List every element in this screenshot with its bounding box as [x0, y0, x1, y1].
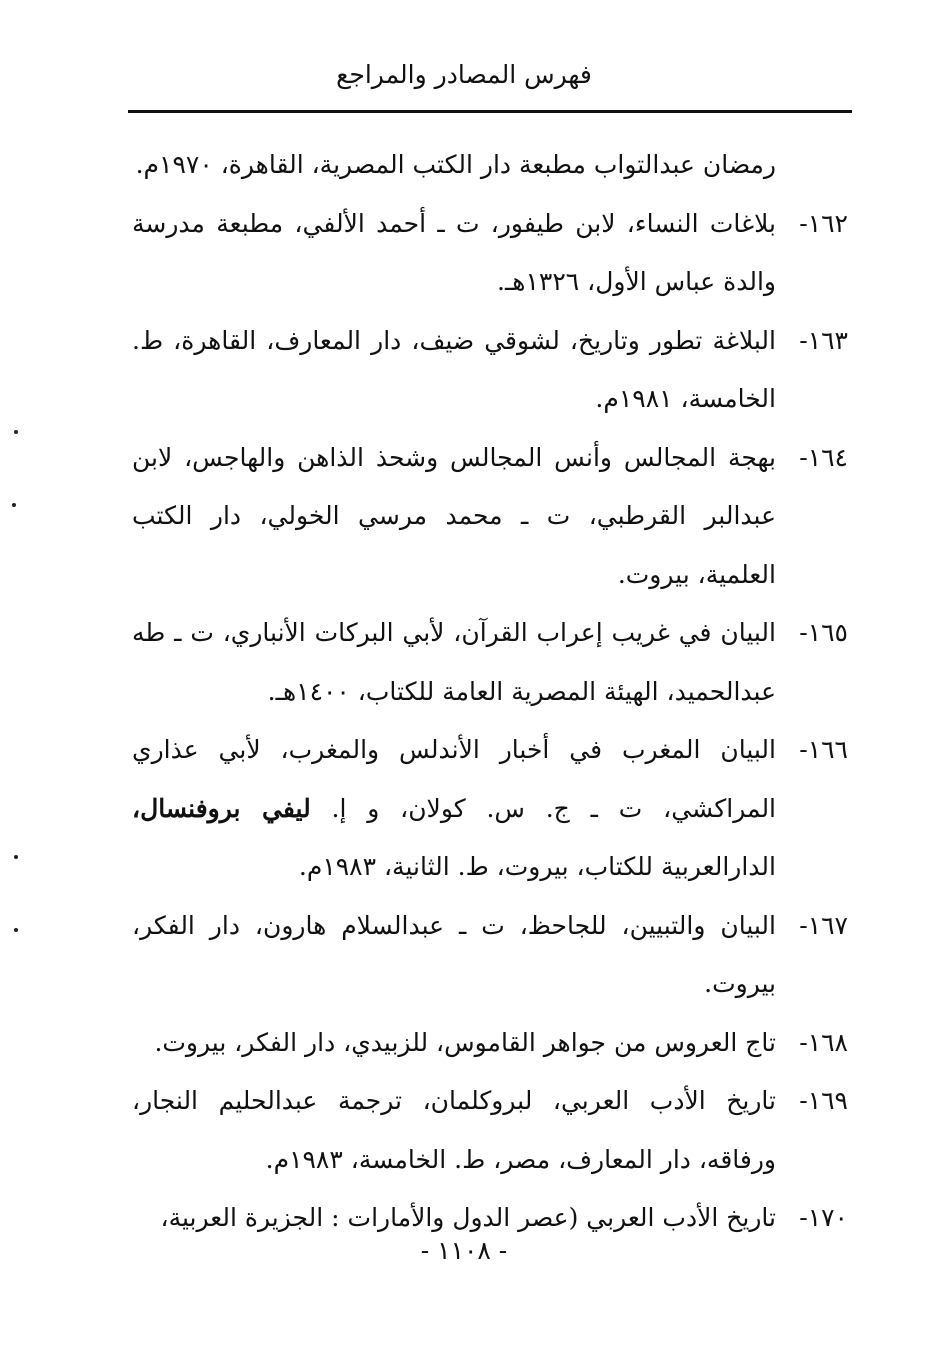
- list-item: [132, 604, 848, 721]
- entry-text: تاريخ الأدب العربي (عصر الدول والأمارات : الجزيرة العربية،: [160, 1203, 776, 1232]
- list-item: [132, 1014, 848, 1073]
- entry-number: ١٦٢-: [799, 208, 848, 238]
- entry-text-part: الدارالعربية للكتاب، بيروت، ط. الثانية، ١٩٨٣م.: [298, 852, 776, 881]
- list-item: [132, 897, 848, 1014]
- entry-number: ١٦٣-: [799, 325, 848, 355]
- scan-speck: [14, 430, 18, 434]
- list-item: [132, 721, 848, 897]
- entry-text: تاج العروس من جواهر القاموس، للزبيدي، دار الفكر، بيروت.: [154, 1027, 776, 1057]
- scan-speck: [14, 928, 18, 932]
- bibliography-list: [132, 136, 848, 1248]
- entry-number: ١٦٥-: [799, 618, 848, 647]
- entry-text: تاريخ الأدب العربي، لبروكلمان، ترجمة عبدالحليم النجار، ورفاقه، دار المعارف، مصر، ط. الخامسة، ١٩٨٣م.: [132, 1086, 776, 1174]
- scan-speck: [14, 855, 18, 859]
- page-title: فهرس المصادر والمراجع: [336, 60, 592, 89]
- entry-number: ١٧٠-: [799, 1203, 848, 1232]
- entry-editor-name: ليفي بروفنسال،: [132, 793, 311, 823]
- list-item-continuation: [132, 136, 848, 195]
- entry-text: البيان في غريب إعراب القرآن، لأبي البركات الأنباري، ت ـ طه عبدالحميد، الهيئة المصرية العامة للكتاب، ١٤٠٠هـ.: [132, 618, 776, 706]
- scan-speck: [12, 503, 16, 507]
- entry-text: [132, 721, 776, 897]
- entry-text: البيان والتبيين، للجاحظ، ت ـ عبدالسلام هارون، دار الفكر، بيروت.: [132, 910, 776, 998]
- entry-number: ١٦٨-: [799, 1027, 848, 1057]
- entry-text: بلاغات النساء، لابن طيفور، ت ـ أحمد الألفي، مطبعة مدرسة والدة عباس الأول، ١٣٢٦هـ.: [132, 208, 776, 296]
- entry-text: رمضان عبدالتواب مطبعة دار الكتب المصرية، القاهرة، ١٩٧٠م.: [135, 150, 776, 179]
- header-divider: [128, 110, 852, 113]
- entry-number: ١٦٩-: [799, 1086, 848, 1115]
- entry-text-part: البيان المغرب في أخبار الأندلس والمغرب، لأبي عذاري المراكشي، ت ـ ج. س. كولان، و إ.: [132, 735, 777, 823]
- entry-number: ١٦٦-: [799, 735, 848, 764]
- entry-number: ١٦٤-: [799, 442, 848, 472]
- list-item: [132, 429, 848, 605]
- list-item: [132, 1072, 848, 1189]
- list-item: [132, 195, 848, 312]
- entry-text: البلاغة تطور وتاريخ، لشوقي ضيف، دار المعارف، القاهرة، ط. الخامسة، ١٩٨١م.: [132, 325, 776, 413]
- entry-number: ١٦٧-: [799, 910, 848, 940]
- page-number: - ١١٠٨ -: [420, 1236, 508, 1265]
- list-item: [132, 312, 848, 429]
- entry-text: بهجة المجالس وأنس المجالس وشحذ الذاهن والهاجس، لابن عبدالبر القرطبي، ت ـ محمد مرسي الخولي، دار الكتب العلمية، بيروت.: [132, 442, 776, 589]
